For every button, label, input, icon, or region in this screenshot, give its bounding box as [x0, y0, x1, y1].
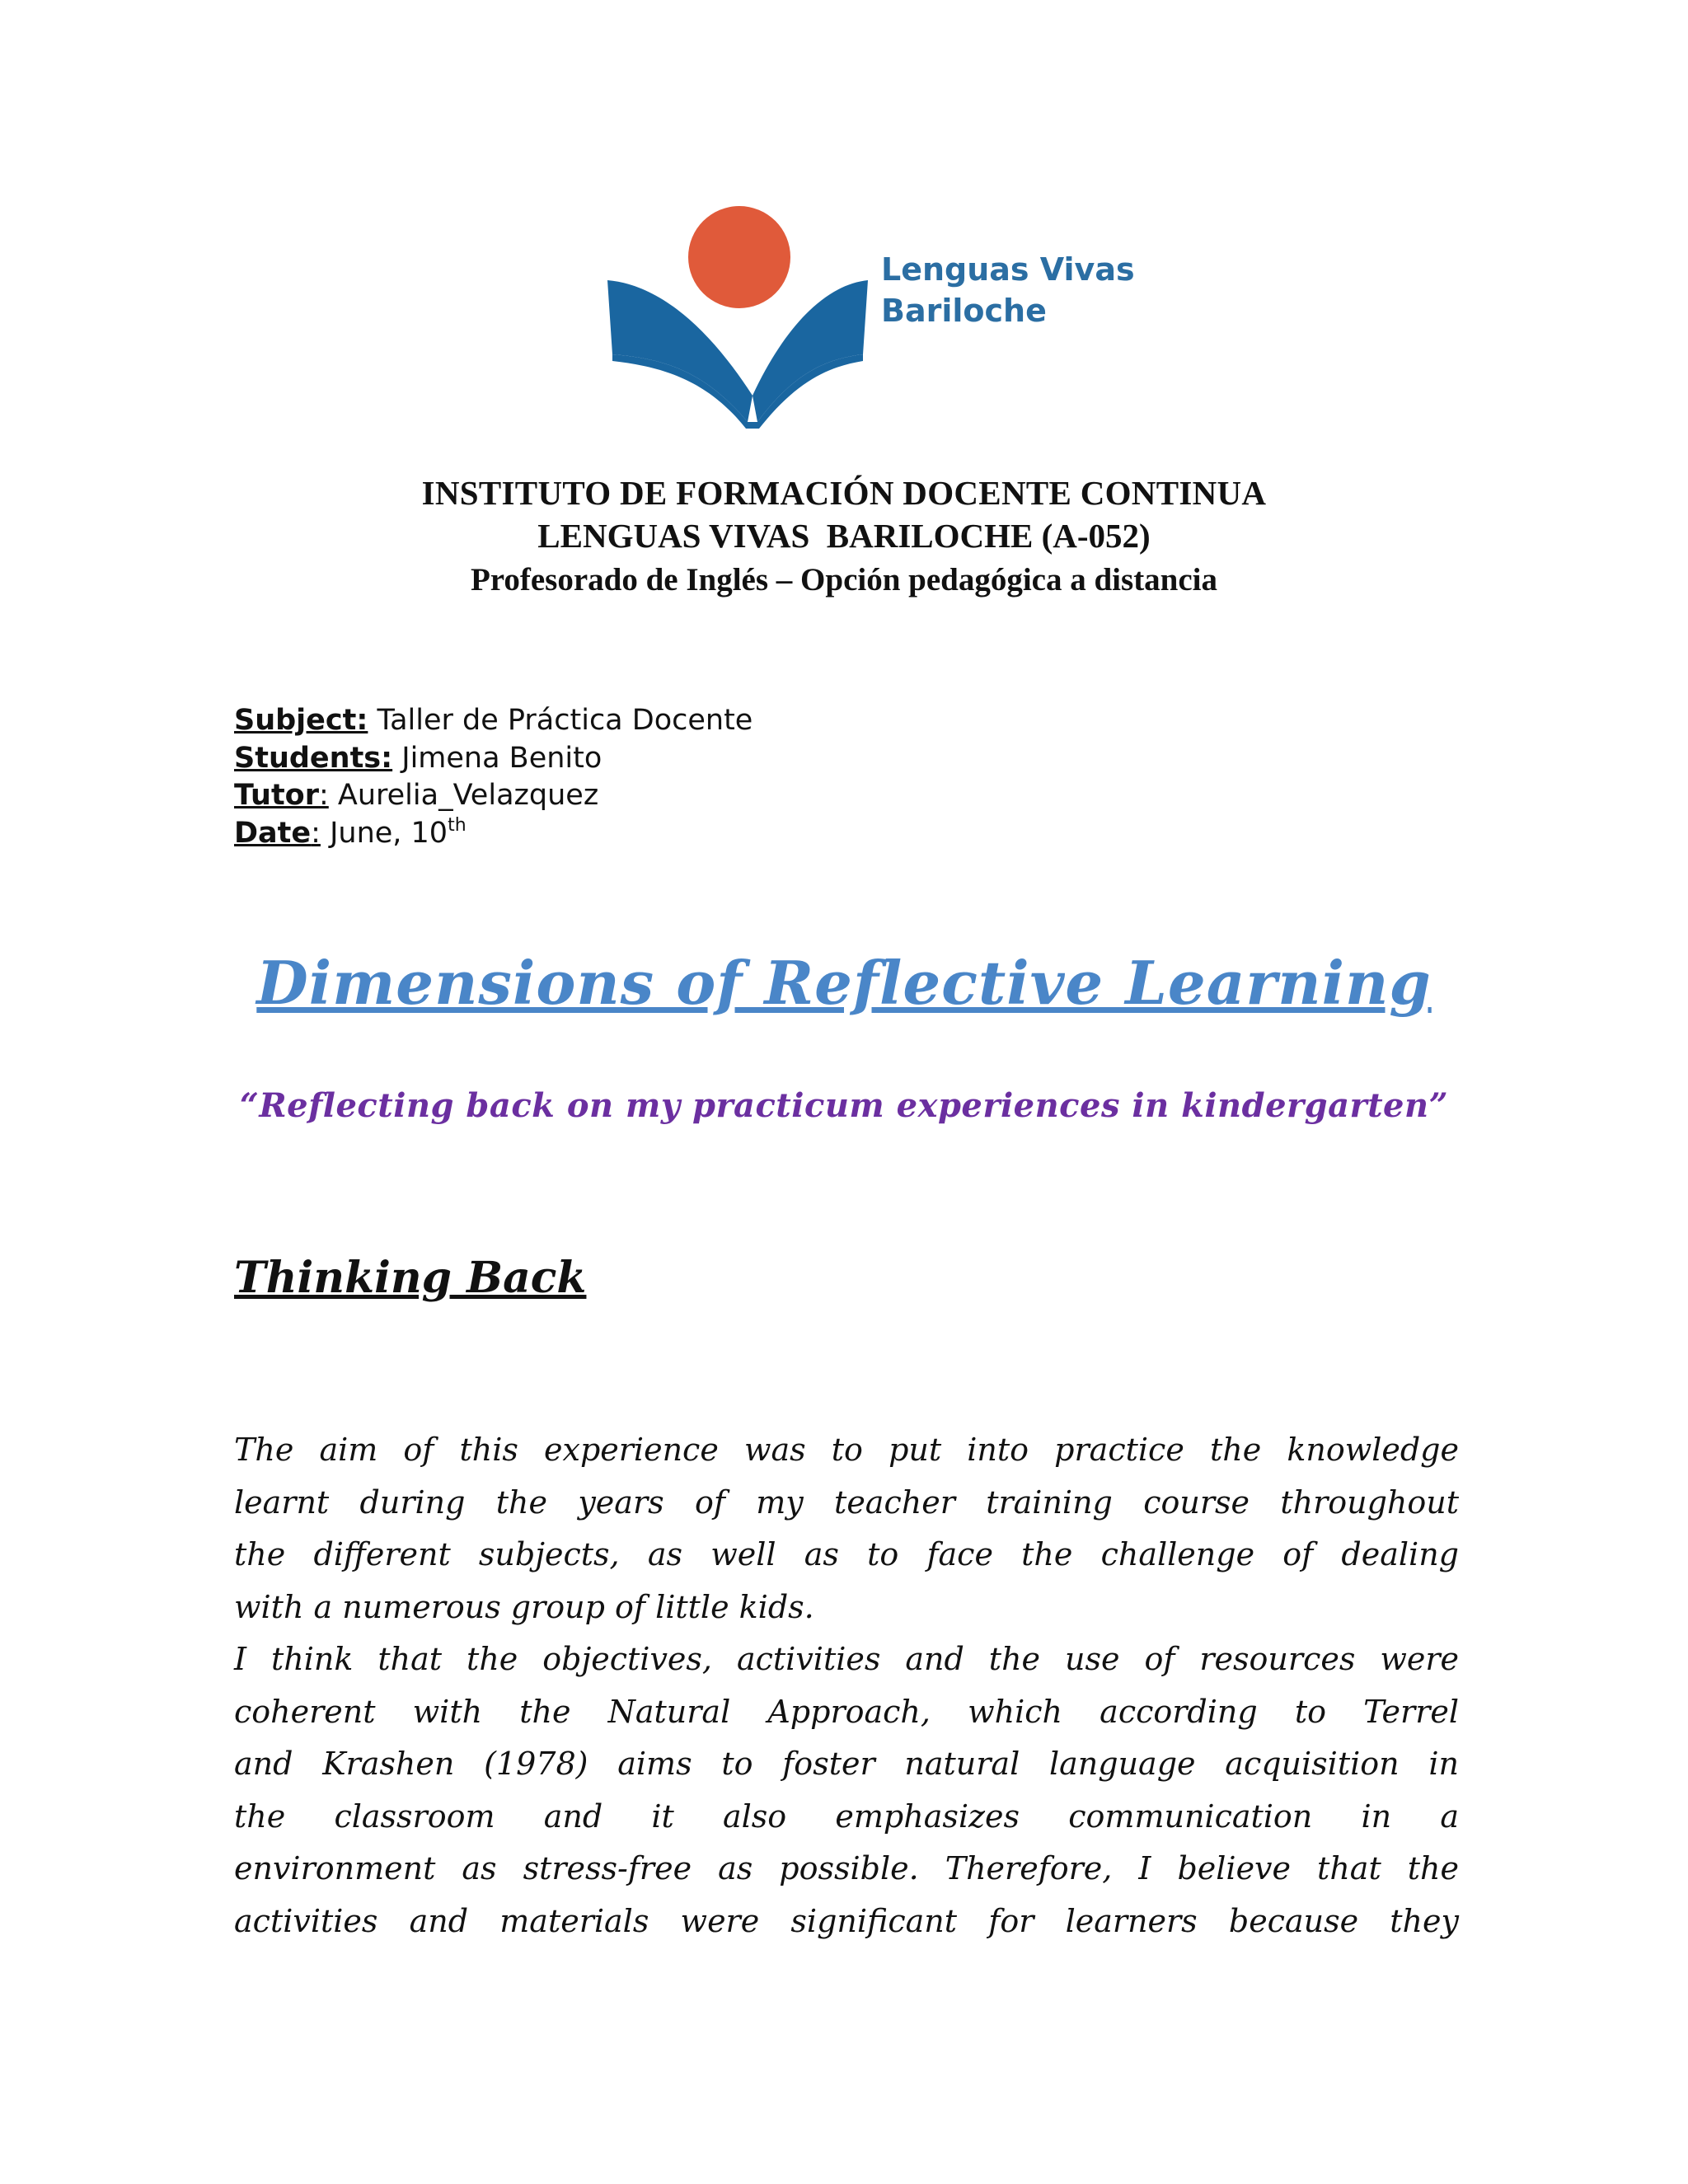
body-line: activities and materials were significant for learners because they	[234, 1902, 1459, 1939]
date-label: Date	[234, 816, 312, 850]
body-paragraph	[234, 1424, 1459, 1947]
document-title: Dimensions of Reflective Learning	[256, 948, 1432, 1018]
header-line-2: LENGUAS VIVAS BARILOCHE (A-052)	[537, 517, 1151, 555]
body-line: coherent with the Natural Approach, which according to Terrel	[234, 1693, 1459, 1730]
meta-students	[234, 740, 1470, 778]
date-value: June, 10	[320, 816, 448, 850]
students-label: Students:	[234, 741, 393, 775]
date-superscript: th	[448, 814, 467, 836]
logo-text-line2: Bariloche	[881, 293, 1047, 329]
body-line: the different subjects, as well as to face the challenge of dealing	[234, 1536, 1459, 1572]
logo-sun-icon	[688, 206, 790, 308]
body-line: I think that the objectives, activities and the use of resources were	[234, 1641, 1459, 1677]
meta-date	[234, 815, 1470, 853]
institution-logo	[606, 206, 1135, 429]
document-meta	[234, 702, 1470, 852]
institution-header	[0, 471, 1688, 603]
body-line: learnt during the years of my teacher training course throughout	[234, 1483, 1459, 1521]
meta-subject	[234, 702, 1470, 740]
body-line: The aim of this experience was to put into practice the knowledge	[234, 1432, 1459, 1468]
logo-text-line1: Lenguas Vivas	[881, 251, 1135, 288]
header-line-3: Profesorado de Inglés – Opción pedagógica a distancia	[470, 562, 1218, 598]
logo-book-right-icon	[753, 280, 868, 422]
body-line: the classroom and it also emphasizes communication in a	[234, 1797, 1459, 1835]
header-line-1: INSTITUTO DE FORMACIÓN DOCENTE CONTINUA	[421, 474, 1267, 512]
meta-tutor	[234, 777, 1470, 815]
tutor-label: Tutor	[234, 779, 319, 812]
subject-value: Taller de Práctica Docente	[368, 704, 753, 737]
logo-graphic	[606, 206, 1135, 429]
tutor-colon: :	[318, 779, 329, 812]
tutor-value: Aurelia_Velazquez	[328, 779, 599, 812]
subject-label: Subject:	[234, 704, 368, 737]
section-heading: Thinking Back	[234, 1253, 587, 1303]
date-colon: :	[311, 816, 321, 850]
body-line: environment as stress-free as possible. Therefore, I believe that the	[234, 1850, 1459, 1886]
document-subtitle: “Reflecting back on my practicum experiences in kindergarten”	[239, 1086, 1449, 1125]
students-value: Jimena Benito	[392, 741, 603, 775]
body-line: and Krashen (1978) aims to foster natural language acquisition in	[234, 1746, 1459, 1782]
body-line: with a numerous group of little kids.	[234, 1588, 814, 1625]
